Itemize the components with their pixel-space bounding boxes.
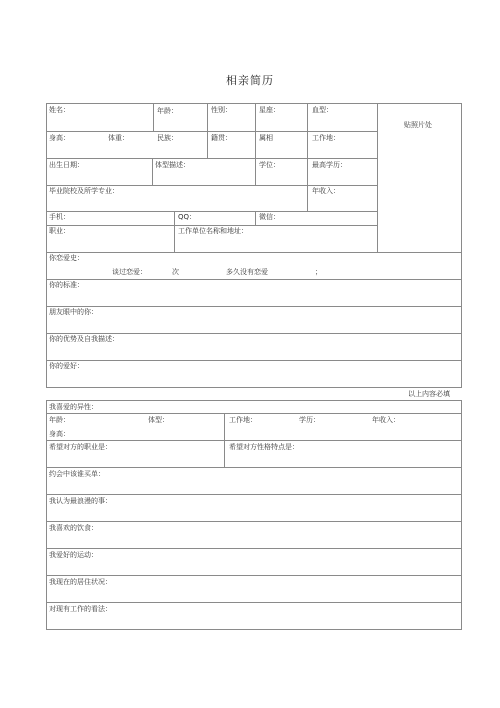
annual-income-field-label: 年收入： xyxy=(312,187,340,195)
chinese-zodiac-field-label: 属相 xyxy=(259,134,273,142)
qq-field-label: QQ： xyxy=(178,213,197,221)
weight-field-label: 体重： xyxy=(108,134,129,142)
birth-date-field-label: 出生日期： xyxy=(49,161,84,169)
your-standard-field-label: 你的标准： xyxy=(49,281,84,289)
self-description-field-label: 你的优势及自我描述： xyxy=(49,335,119,343)
page-title: 相亲简历 xyxy=(226,74,274,87)
hoped-occupation-field-label: 希望对方的职业是： xyxy=(49,443,112,451)
favorite-food-field-label: 我喜欢的饮食： xyxy=(49,524,98,532)
times-unit-label: 次 xyxy=(172,268,179,276)
age-field-label: 年龄： xyxy=(157,107,178,115)
date-payment-field-label: 约会中该谁买单： xyxy=(49,470,105,478)
love-history-field-label: 你恋爱史： xyxy=(49,254,84,262)
photo-placeholder: 贴照片处 xyxy=(404,121,432,129)
ethnicity-field-label: 民族： xyxy=(157,134,178,142)
hobbies-field-label: 你的爱好： xyxy=(49,362,84,370)
semicolon-mark: ； xyxy=(315,268,322,276)
blood-type-field-label: 血型： xyxy=(312,106,333,114)
friends-view-field-label: 朋友眼中的你： xyxy=(49,308,98,316)
single-duration-field-label: 多久没有恋爱 xyxy=(226,268,268,276)
hometown-field-label: 籍贯： xyxy=(211,134,232,142)
partner-body-type-field-label: 体型： xyxy=(148,416,169,424)
height-field-label: 身高： xyxy=(49,134,70,142)
body-description-field-label: 体型描述： xyxy=(155,161,190,169)
partner-work-location-field-label: 工作地： xyxy=(229,416,257,424)
school-major-field-label: 毕业院校及所学专业： xyxy=(49,187,119,195)
occupation-field-label: 职业： xyxy=(49,227,70,235)
employer-address-field-label: 工作单位名称和地址： xyxy=(178,227,248,235)
partner-income-field-label: 年收入： xyxy=(372,416,400,424)
hoped-personality-field-label: 希望对方性格特点是： xyxy=(229,443,299,451)
partner-education-field-label: 学历： xyxy=(299,416,320,424)
name-field-label: 姓名： xyxy=(49,106,70,114)
required-note: 以上内容必填 xyxy=(408,390,450,398)
mobile-field-label: 手机： xyxy=(49,213,70,221)
ideal-partner-field-label: 我喜爱的异性： xyxy=(49,403,98,411)
degree-field-label: 学位： xyxy=(259,161,280,169)
work-view-field-label: 对现有工作的看法： xyxy=(49,605,112,613)
gender-field-label: 性别： xyxy=(211,106,232,114)
partner-age-field-label: 年龄： xyxy=(49,416,70,424)
highest-education-field-label: 最高学历： xyxy=(312,161,347,169)
wechat-field-label: 微信： xyxy=(259,213,280,221)
living-situation-field-label: 我现在的居住状况： xyxy=(49,578,112,586)
zodiac-field-label: 星座： xyxy=(259,106,280,114)
romantic-thing-field-label: 我认为最浪漫的事： xyxy=(49,497,112,505)
work-location-field-label: 工作地： xyxy=(312,134,340,142)
partner-height-field-label: 身高： xyxy=(49,430,70,438)
times-in-love-field-label: 谈过恋爱： xyxy=(112,268,147,276)
favorite-sport-field-label: 我爱好的运动： xyxy=(49,551,98,559)
